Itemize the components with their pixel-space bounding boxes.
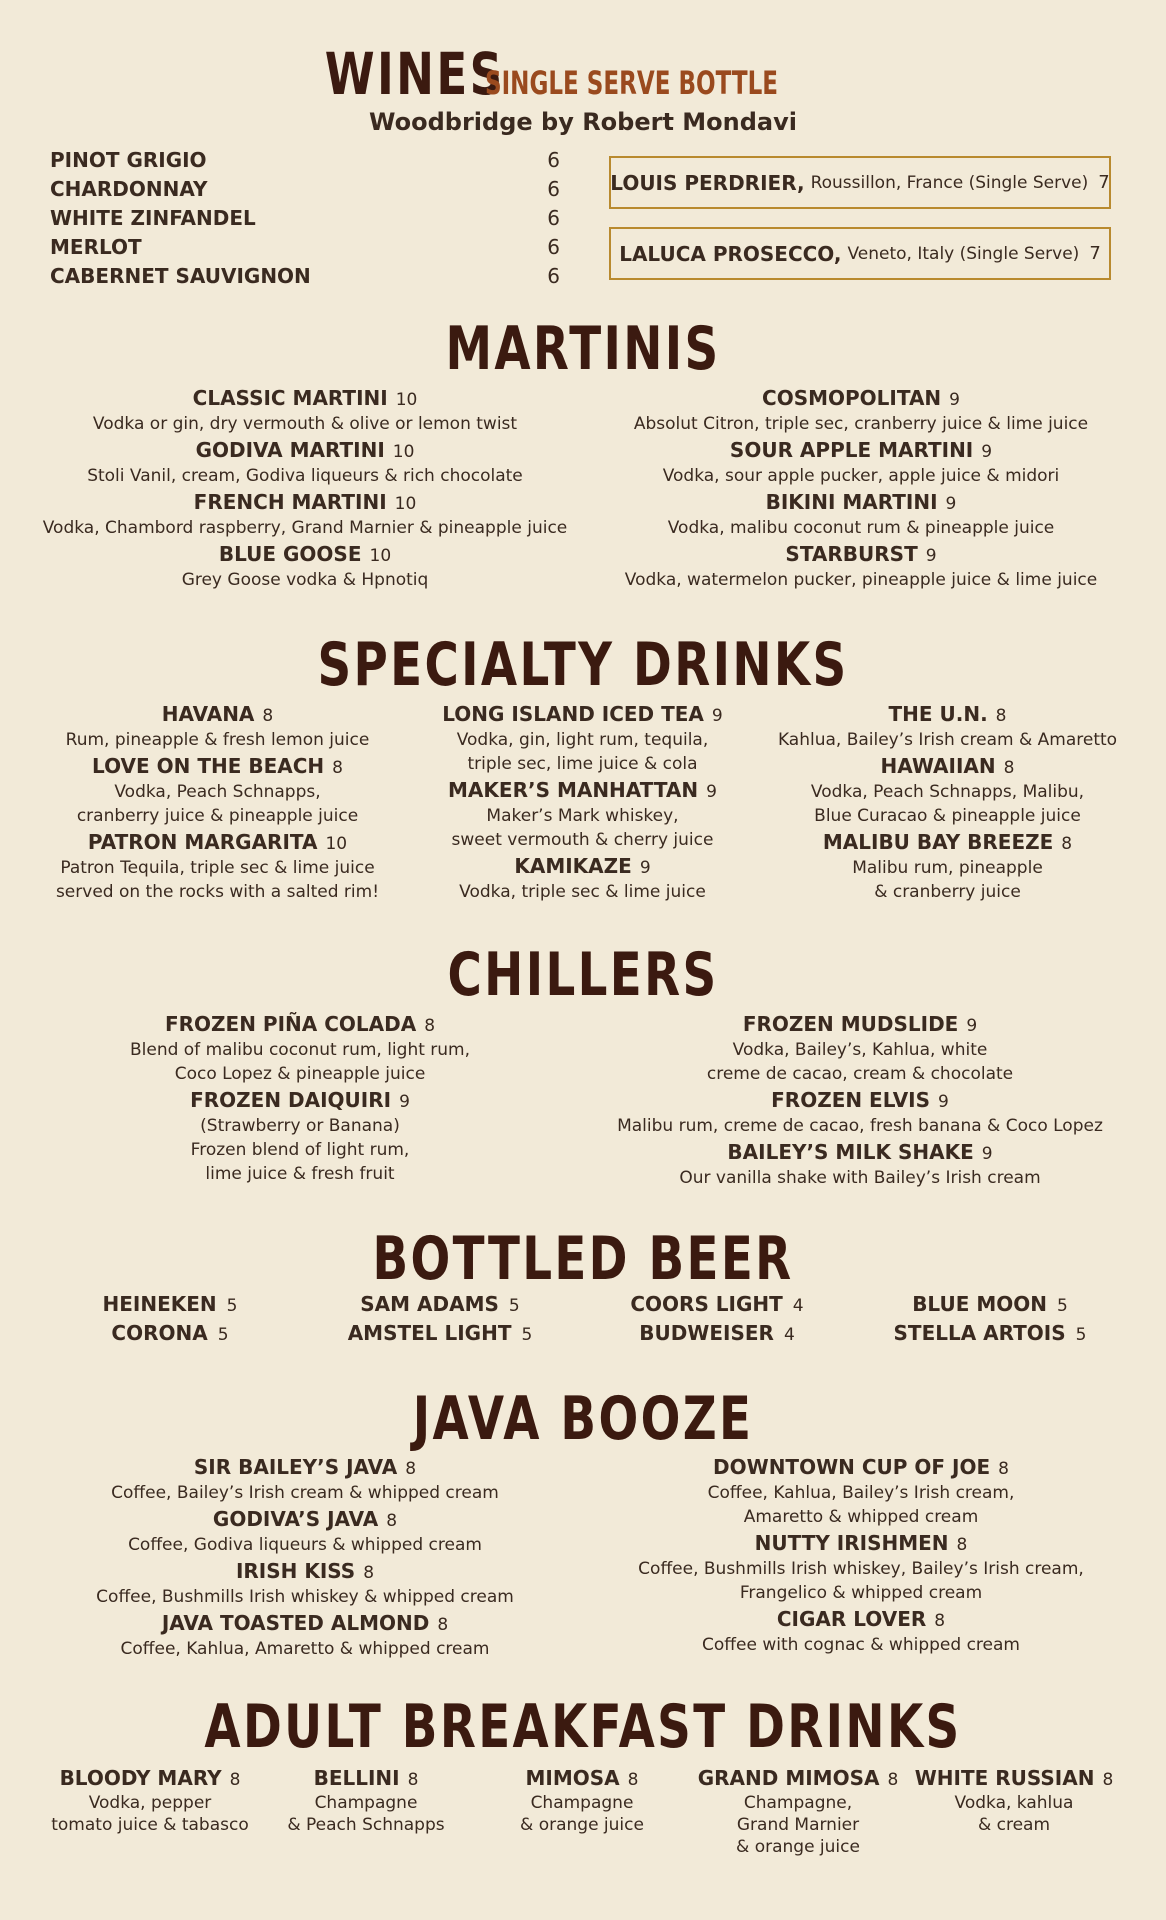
item-name: CIGAR LOVER (776, 1607, 927, 1631)
item-desc: triple sec, lime juice & cola (467, 754, 698, 774)
martinis-title: MARTINIS (445, 314, 721, 384)
item-price: 8 (437, 1615, 449, 1635)
item-desc: tomato juice & tabasco (51, 1815, 249, 1835)
item-name: MAKER’S MANHATTAN (448, 778, 699, 802)
beer-item (607, 1292, 827, 1316)
item-name: JAVA TOASTED ALMOND (161, 1611, 430, 1635)
item-desc: cranberry juice & pineapple juice (76, 806, 359, 826)
item-desc: Coffee, Kahlua, Amaretto & whipped cream (120, 1639, 490, 1659)
item-desc: & orange juice (520, 1815, 644, 1835)
beer-name: BLUE MOON (912, 1292, 1047, 1316)
wine-name: PINOT GRIGIO (50, 148, 207, 172)
item-price: 9 (981, 1144, 993, 1164)
sparkling-desc: Veneto, Italy (Single Serve) (847, 243, 1080, 264)
beer-name: COORS LIGHT (630, 1292, 783, 1316)
item-price: 10 (394, 494, 417, 514)
beer-name: AMSTEL LIGHT (347, 1321, 512, 1345)
menu-item (40, 1557, 570, 1609)
menu-item (596, 1605, 1126, 1657)
item-price: 9 (706, 782, 717, 802)
item-desc: Malibu rum, pineapple (852, 858, 1043, 878)
breakfast-title: ADULT BREAKFAST DRINKS (204, 1692, 962, 1762)
item-desc: Blue Curacao & pineapple juice (814, 806, 1081, 826)
wine-price: 6 (547, 148, 560, 172)
specialty-column-3 (760, 700, 1135, 904)
item-desc: Coffee, Bushmills Irish whiskey & whipped cream (96, 1587, 514, 1607)
wine-row (50, 233, 560, 262)
item-desc: & orange juice (736, 1837, 860, 1857)
item-price: 8 (407, 1770, 419, 1790)
item-desc: Our vanilla shake with Bailey’s Irish cream (679, 1168, 1041, 1188)
menu-item (256, 1764, 476, 1836)
beer-price: 5 (508, 1296, 520, 1316)
item-desc: Vodka, Chambord raspberry, Grand Marnier & pineapple juice (42, 518, 568, 538)
chillers-left-column (80, 1010, 520, 1186)
menu-item (395, 776, 770, 852)
item-desc: Vodka, kahlua (954, 1793, 1074, 1813)
menu-item (596, 436, 1126, 488)
item-name: SOUR APPLE MARTINI (729, 438, 974, 462)
beer-item (880, 1292, 1100, 1316)
beer-price: 5 (217, 1325, 229, 1345)
menu-item (30, 752, 405, 828)
specialty-column-1 (30, 700, 405, 904)
item-desc: Grey Goose vodka & Hpnotiq (181, 570, 429, 590)
item-price: 8 (405, 1459, 417, 1479)
item-desc: Blend of malibu coconut rum, light rum, (129, 1040, 471, 1060)
beer-price: 5 (1075, 1325, 1087, 1345)
item-name: GODIVA’S JAVA (212, 1507, 379, 1531)
menu-item (30, 828, 405, 904)
menu-item (596, 384, 1126, 436)
item-price: 8 (1061, 834, 1073, 854)
item-name: LONG ISLAND ICED TEA (442, 702, 704, 726)
item-desc: & cream (977, 1815, 1051, 1835)
item-name: FRENCH MARTINI (193, 490, 387, 514)
beer-name: SAM ADAMS (360, 1292, 499, 1316)
menu-item (40, 436, 570, 488)
item-name: FROZEN MUDSLIDE (742, 1012, 959, 1036)
menu-item (760, 752, 1135, 828)
item-name: FROZEN PIÑA COLADA (164, 1012, 417, 1036)
item-desc: creme de cacao, cream & chocolate (706, 1064, 1014, 1084)
chillers-right-column (600, 1010, 1120, 1190)
menu-item (600, 1138, 1120, 1190)
beer-item (60, 1292, 280, 1316)
item-desc: Stoli Vanil, cream, Godiva liqueurs & rich chocolate (87, 466, 523, 486)
item-desc: Coffee, Kahlua, Bailey’s Irish cream, (707, 1483, 1015, 1503)
item-desc: Grand Marnier (736, 1815, 860, 1835)
item-name: GRAND MIMOSA (697, 1766, 880, 1790)
item-name: BAILEY’S MILK SHAKE (727, 1140, 974, 1164)
wine-row (50, 204, 560, 233)
item-desc: Kahlua, Bailey’s Irish cream & Amaretto (777, 730, 1118, 750)
beer-price: 4 (792, 1296, 804, 1316)
menu-item (596, 488, 1126, 540)
item-name: BLOODY MARY (59, 1766, 222, 1790)
item-price: 9 (949, 390, 960, 410)
item-price: 10 (395, 390, 418, 410)
item-price: 8 (1003, 758, 1015, 778)
item-desc: Coffee, Bushmills Irish whiskey, Bailey’s Irish cream, (638, 1559, 1084, 1579)
menu-item (40, 488, 570, 540)
item-name: DOWNTOWN CUP OF JOE (713, 1455, 991, 1479)
beer-price: 4 (783, 1325, 795, 1345)
specialty-column-2 (395, 700, 770, 904)
item-name: PATRON MARGARITA (87, 830, 318, 854)
item-name: MALIBU BAY BREEZE (822, 830, 1054, 854)
java-left-column (40, 1453, 570, 1661)
item-price: 8 (1102, 1770, 1114, 1790)
item-desc: Coffee, Godiva liqueurs & whipped cream (128, 1535, 482, 1555)
java-title: JAVA BOOZE (412, 1384, 754, 1454)
menu-item (904, 1764, 1124, 1836)
item-price: 8 (934, 1611, 946, 1631)
item-name: GODIVA MARTINI (195, 438, 385, 462)
item-desc: Champagne (530, 1793, 634, 1813)
beer-item (880, 1321, 1100, 1345)
item-desc: Malibu rum, creme de cacao, fresh banana & Coco Lopez (617, 1116, 1103, 1136)
item-name: WHITE RUSSIAN (914, 1766, 1095, 1790)
menu-item (40, 540, 570, 592)
wine-name: CABERNET SAUVIGNON (50, 264, 311, 288)
menu-item (395, 700, 770, 776)
wine-name: MERLOT (50, 235, 142, 259)
item-desc: Vodka, pepper (88, 1793, 212, 1813)
wine-name: WHITE ZINFANDEL (50, 206, 256, 230)
item-desc: sweet vermouth & cherry juice (451, 830, 714, 850)
menu-item (596, 540, 1126, 592)
item-price: 9 (399, 1092, 410, 1112)
item-name: FROZEN DAIQUIRI (190, 1088, 392, 1112)
item-desc: served on the rocks with a salted rim! (55, 882, 380, 902)
item-price: 8 (998, 1459, 1009, 1479)
item-price: 10 (369, 546, 392, 566)
menu-item (760, 700, 1135, 752)
item-desc: Maker’s Mark whiskey, (486, 806, 679, 826)
sparkling-desc: Roussillon, France (Single Serve) (810, 172, 1089, 193)
item-price: 8 (887, 1770, 899, 1790)
wine-row (50, 262, 560, 291)
item-name: BIKINI MARTINI (765, 490, 938, 514)
item-price: 10 (325, 834, 348, 854)
item-price: 9 (981, 442, 993, 462)
item-price: 8 (262, 706, 274, 726)
item-name: FROZEN ELVIS (771, 1088, 931, 1112)
wine-row (50, 146, 560, 175)
beer-price: 5 (521, 1325, 533, 1345)
item-desc: Vodka, triple sec & lime juice (459, 882, 706, 902)
java-right-column (596, 1453, 1126, 1657)
menu-item (40, 1505, 570, 1557)
item-desc: Vodka, malibu coconut rum & pineapple juice (667, 518, 1055, 538)
item-name: BLUE GOOSE (218, 542, 362, 566)
beer-item (60, 1321, 280, 1345)
item-desc: Vodka, Peach Schnapps, (114, 782, 321, 802)
item-desc: Vodka, Peach Schnapps, Malibu, (810, 782, 1085, 802)
item-desc: & cranberry juice (874, 882, 1021, 902)
item-name: HAWAIIAN (880, 754, 996, 778)
item-name: LOVE ON THE BEACH (92, 754, 325, 778)
item-desc: Vodka, sour apple pucker, apple juice & midori (662, 466, 1060, 486)
item-desc: Coffee with cognac & whipped cream (702, 1635, 1020, 1655)
wines-heading (0, 40, 1166, 108)
item-price: 9 (938, 1092, 949, 1112)
menu-item (40, 1764, 260, 1836)
menu-item (40, 384, 570, 436)
sparkling-name: LALUCA PROSECCO, (619, 241, 842, 266)
beer-name: BUDWEISER (639, 1321, 774, 1345)
item-name: SIR BAILEY’S JAVA (193, 1455, 398, 1479)
item-desc: Vodka, gin, light rum, tequila, (456, 730, 709, 750)
item-desc: (Strawberry or Banana) (200, 1116, 400, 1136)
menu-item (600, 1086, 1120, 1138)
item-desc: lime juice & fresh fruit (205, 1164, 395, 1184)
wines-title-sub: SINGLE SERVE BOTTLE (485, 64, 779, 102)
martinis-left-column (40, 384, 570, 592)
item-desc: Frangelico & whipped cream (739, 1583, 983, 1603)
item-name: BELLINI (313, 1766, 400, 1790)
item-desc: Absolut Citron, triple sec, cranberry juice & lime juice (633, 414, 1089, 434)
item-name: COSMOPOLITAN (762, 386, 942, 410)
item-price: 8 (332, 758, 343, 778)
menu-item (596, 1453, 1126, 1529)
menu-item (80, 1010, 520, 1086)
item-price: 10 (392, 442, 415, 462)
item-name: THE U.N. (888, 702, 988, 726)
sparkling-price: 7 (1089, 243, 1101, 264)
menu-item (596, 1529, 1126, 1605)
menu-item (30, 700, 405, 752)
item-desc: Champagne (314, 1793, 418, 1813)
menu-item (80, 1086, 520, 1186)
item-price: 8 (424, 1016, 436, 1036)
wine-list (50, 146, 560, 291)
item-name: NUTTY IRISHMEN (754, 1531, 949, 1555)
wines-title: WINES (324, 40, 505, 108)
beer-name: STELLA ARTOIS (893, 1321, 1066, 1345)
sparkling-box-laluca-prosecco (609, 227, 1111, 280)
menu-item (688, 1764, 908, 1858)
menu-item (472, 1764, 692, 1836)
item-desc: Vodka or gin, dry vermouth & olive or lemon twist (92, 414, 518, 434)
item-desc: Patron Tequila, triple sec & lime juice (60, 858, 375, 878)
martinis-right-column (596, 384, 1126, 592)
wine-price: 6 (547, 177, 560, 201)
item-desc: Coco Lopez & pineapple juice (174, 1064, 426, 1084)
item-price: 8 (956, 1535, 968, 1555)
item-price: 8 (363, 1563, 375, 1583)
item-price: 9 (925, 546, 937, 566)
item-price: 9 (639, 858, 651, 878)
sparkling-name: LOUIS PERDRIER, (610, 170, 805, 195)
item-desc: Vodka, Bailey’s, Kahlua, white (732, 1040, 988, 1060)
item-price: 8 (386, 1511, 398, 1531)
sparkling-price: 7 (1098, 172, 1110, 193)
wine-price: 6 (547, 235, 560, 259)
specialty-title: SPECIALTY DRINKS (317, 630, 849, 700)
item-price: 9 (966, 1016, 978, 1036)
menu-item (40, 1453, 570, 1505)
item-desc: Vodka, watermelon pucker, pineapple juice & lime juice (624, 570, 1098, 590)
item-name: MIMOSA (525, 1766, 620, 1790)
item-desc: & Peach Schnapps (287, 1815, 445, 1835)
wines-subtitle: Woodbridge by Robert Mondavi (369, 108, 797, 136)
beer-title: BOTTLED BEER (372, 1224, 794, 1294)
sparkling-box-louis-perdrier (609, 156, 1111, 209)
item-name: HAVANA (161, 702, 255, 726)
menu-item (760, 828, 1135, 904)
item-name: STARBURST (785, 542, 918, 566)
item-desc: Champagne, (743, 1793, 853, 1813)
item-price: 8 (229, 1770, 241, 1790)
wine-row (50, 175, 560, 204)
item-price: 8 (627, 1770, 639, 1790)
item-name: IRISH KISS (235, 1559, 356, 1583)
item-desc: Rum, pineapple & fresh lemon juice (65, 730, 370, 750)
beer-price: 5 (226, 1296, 238, 1316)
menu-item (40, 1609, 570, 1661)
wine-name: CHARDONNAY (50, 177, 208, 201)
beer-item (330, 1321, 550, 1345)
beer-name: CORONA (111, 1321, 208, 1345)
beer-price: 5 (1056, 1296, 1068, 1316)
menu-item (600, 1010, 1120, 1086)
item-desc: Amaretto & whipped cream (743, 1507, 979, 1527)
item-name: KAMIKAZE (514, 854, 632, 878)
item-desc: Coffee, Bailey’s Irish cream & whipped cream (111, 1483, 499, 1503)
item-desc: Frozen blend of light rum, (190, 1140, 410, 1160)
item-name: CLASSIC MARTINI (192, 386, 388, 410)
beer-item (607, 1321, 827, 1345)
item-price: 8 (995, 706, 1007, 726)
wine-price: 6 (547, 264, 560, 288)
beer-item (330, 1292, 550, 1316)
beer-name: HEINEKEN (102, 1292, 217, 1316)
item-price: 9 (711, 706, 723, 726)
menu-item (395, 852, 770, 904)
item-price: 9 (945, 494, 957, 514)
wine-price: 6 (547, 206, 560, 230)
chillers-title: CHILLERS (447, 940, 719, 1010)
